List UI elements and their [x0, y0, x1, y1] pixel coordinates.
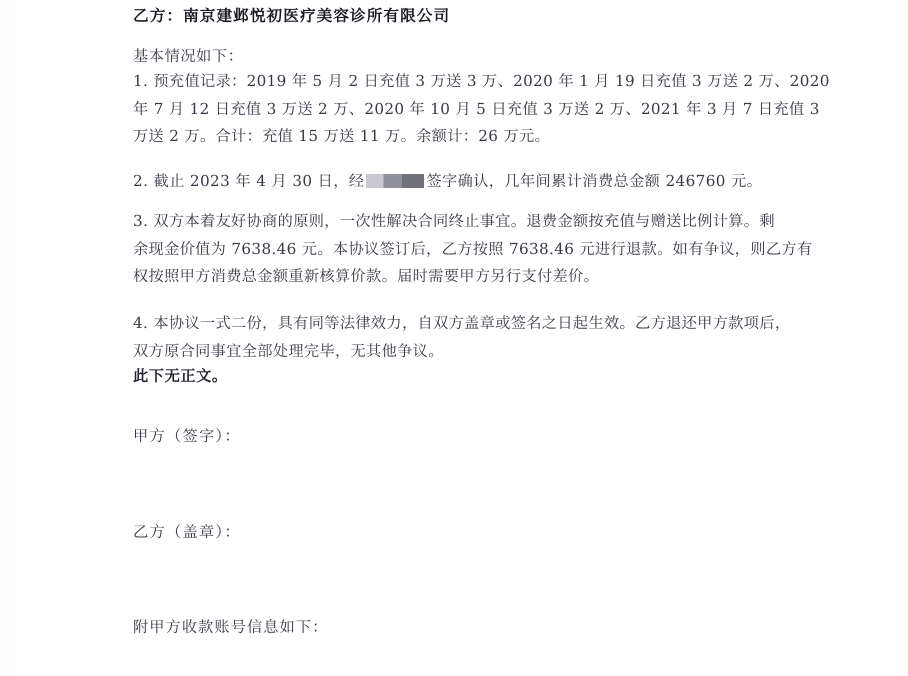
clause-2-line-1: [133, 168, 781, 196]
clause-2: [133, 168, 781, 196]
intro-text: 基本情况如下：: [133, 47, 244, 65]
clause-2-suffix: 签字确认，几年间累计消费总金额 246760 元。: [426, 172, 763, 190]
clause-1: [133, 68, 830, 151]
clause-1-line-1: 1. 预充值记录：2019 年 5 月 2 日充值 3 万送 3 万、2020 年 1 月 19 日充值 3 万送 2 万、2020: [133, 72, 830, 90]
clause-4: [133, 310, 791, 365]
redaction-bar: [366, 174, 424, 188]
party-b-heading: 乙方：南京建邺悦初医疗美容诊所有限公司: [133, 6, 451, 25]
closing-note: 此下无正文。: [133, 367, 228, 385]
clause-3: [133, 208, 813, 291]
clause-1-line-3: 万送 2 万。合计：充值 15 万送 11 万。余额计：26 万元。: [133, 127, 551, 145]
clause-4-line-2: 双方原合同事宜全部处理完毕，无其他争议。: [133, 341, 444, 360]
account-info-footnote: 附甲方收款账号信息如下：: [133, 618, 329, 636]
signature-line-party-a: 甲方（签字）：: [133, 427, 241, 445]
clause-3-line-2: 余现金价值为 7638.46 元。本协议签订后，乙方按照 7638.46 元进行退款。如有争议，则乙方有: [133, 239, 813, 258]
clause-3-line-3: 权按照甲方消费总金额重新核算价款。届时需要甲方另行支付差价。: [133, 267, 600, 285]
signature-line-party-b: 乙方（盖章）：: [133, 523, 241, 541]
clause-4-line-1: 4. 本协议一式二份，具有同等法律效力，自双方盖章或签名之日起生效。乙方退还甲方款项后，: [133, 314, 791, 332]
clause-3-line-1: 3. 双方本着友好协商的原则，一次性解决合同终止事宜。退费金额按充值与赠送比例计算。剩: [133, 212, 775, 230]
clause-2-prefix: 2. 截止 2023 年 4 月 30 日，经: [133, 172, 365, 190]
closing-note-block: [133, 363, 781, 391]
clause-1-line-2: 年 7 月 12 日充值 3 万送 2 万、2020 年 10 月 5 日充值 3 万送 2 万、2021 年 3 月 7 日充值 3: [133, 99, 820, 118]
